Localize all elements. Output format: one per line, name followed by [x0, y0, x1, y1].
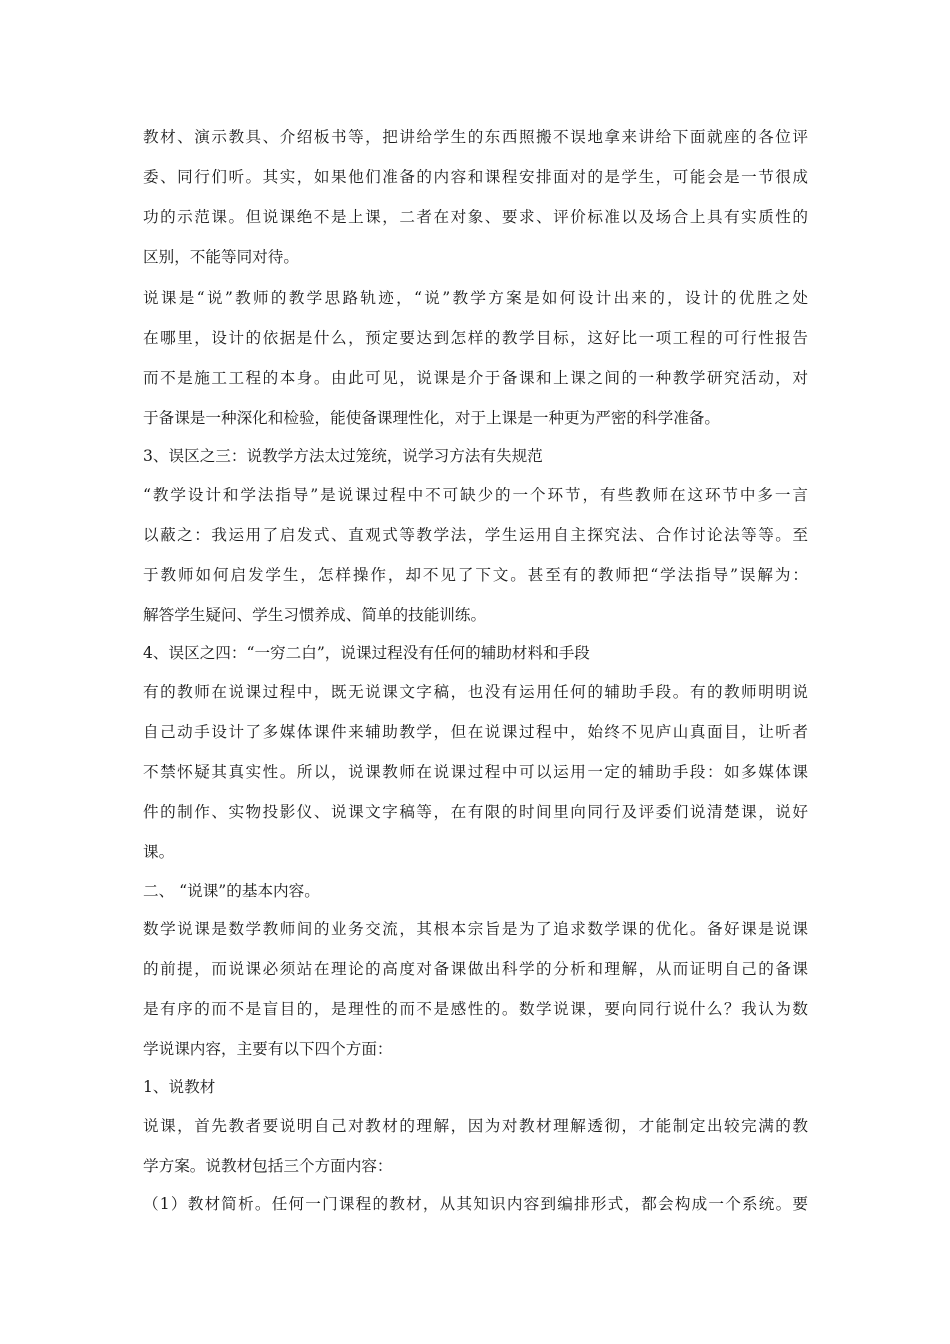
text-line: 而不是施工工程的本身。由此可见，说课是介于备课和上课之间的一种教学研究活动，对 [143, 369, 808, 387]
text-line: 解答学生疑问、学生习惯养成、简单的技能训练。 [143, 606, 487, 624]
text-line: 的前提，而说课必须站在理论的高度对备课做出科学的分析和理解，从而证明自己的备课 [143, 960, 808, 978]
text-line: 以蔽之：我运用了启发式、直观式等教学法，学生运用自主探究法、合作讨论法等等。至 [143, 526, 808, 544]
text-line: 区别，不能等同对待。 [143, 248, 299, 266]
text-line: 教材、演示教具、介绍板书等，把讲给学生的东西照搬不误地拿来讲给下面就座的各位评 [143, 128, 808, 146]
text-line: 有的教师在说课过程中，既无说课文字稿，也没有运用任何的辅助手段。有的教师明明说 [143, 683, 808, 701]
section-heading: 二、 “说课”的基本内容。 [143, 882, 320, 900]
text-line: 于备课是一种深化和检验，能使备课理性化，对于上课是一种更为严密的科学准备。 [143, 409, 720, 427]
section-heading: 3、误区之三：说教学方法太过笼统，说学习方法有失规范 [143, 447, 543, 465]
text-line: 不禁怀疑其真实性。所以，说课教师在说课过程中可以运用一定的辅助手段：如多媒体课 [143, 763, 808, 781]
text-line: 功的示范课。但说课绝不是上课，二者在对象、要求、评价标准以及场合上具有实质性的 [143, 208, 808, 226]
text-line: 委、同行们听。其实，如果他们准备的内容和课程安排面对的是学生，可能会是一节很成 [143, 168, 808, 186]
text-line: 说课，首先教者要说明自己对教材的理解，因为对教材理解透彻，才能制定出较完满的教 [143, 1117, 808, 1135]
text-line: 件的制作、实物投影仪、说课文字稿等，在有限的时间里向同行及评委们说清楚课，说好 [143, 803, 808, 821]
text-line: 学说课内容，主要有以下四个方面： [143, 1040, 393, 1058]
text-line: 自己动手设计了多媒体课件来辅助教学，但在说课过程中，始终不见庐山真面目，让听者 [143, 723, 808, 741]
text-line: 课。 [143, 843, 175, 861]
section-heading: 4、误区之四：“一穷二白”，说课过程没有任何的辅助材料和手段 [143, 644, 590, 662]
text-line: 学方案。说教材包括三个方面内容： [143, 1157, 393, 1175]
text-line: 是有序的而不是盲目的，是理性的而不是感性的。数学说课，要向同行说什么？我认为数 [143, 1000, 808, 1018]
text-line: 于教师如何启发学生，怎样操作，却不见了下文。甚至有的教师把“学法指导”误解为： [143, 566, 808, 584]
text-line: 数学说课是数学教师间的业务交流，其根本宗旨是为了追求数学课的优化。备好课是说课 [143, 920, 808, 938]
text-line: “教学设计和学法指导”是说课过程中不可缺少的一个环节，有些教师在这环节中多一言 [143, 486, 808, 504]
section-heading: 1、说教材 [143, 1078, 216, 1096]
text-line: （1）教材简析。任何一门课程的教材，从其知识内容到编排形式，都会构成一个系统。要 [143, 1195, 808, 1213]
text-line: 在哪里，设计的依据是什么，预定要达到怎样的教学目标，这好比一项工程的可行性报告 [143, 329, 808, 347]
text-line: 说课是“说”教师的教学思路轨迹，“说”教学方案是如何设计出来的，设计的优胜之处 [143, 289, 808, 307]
